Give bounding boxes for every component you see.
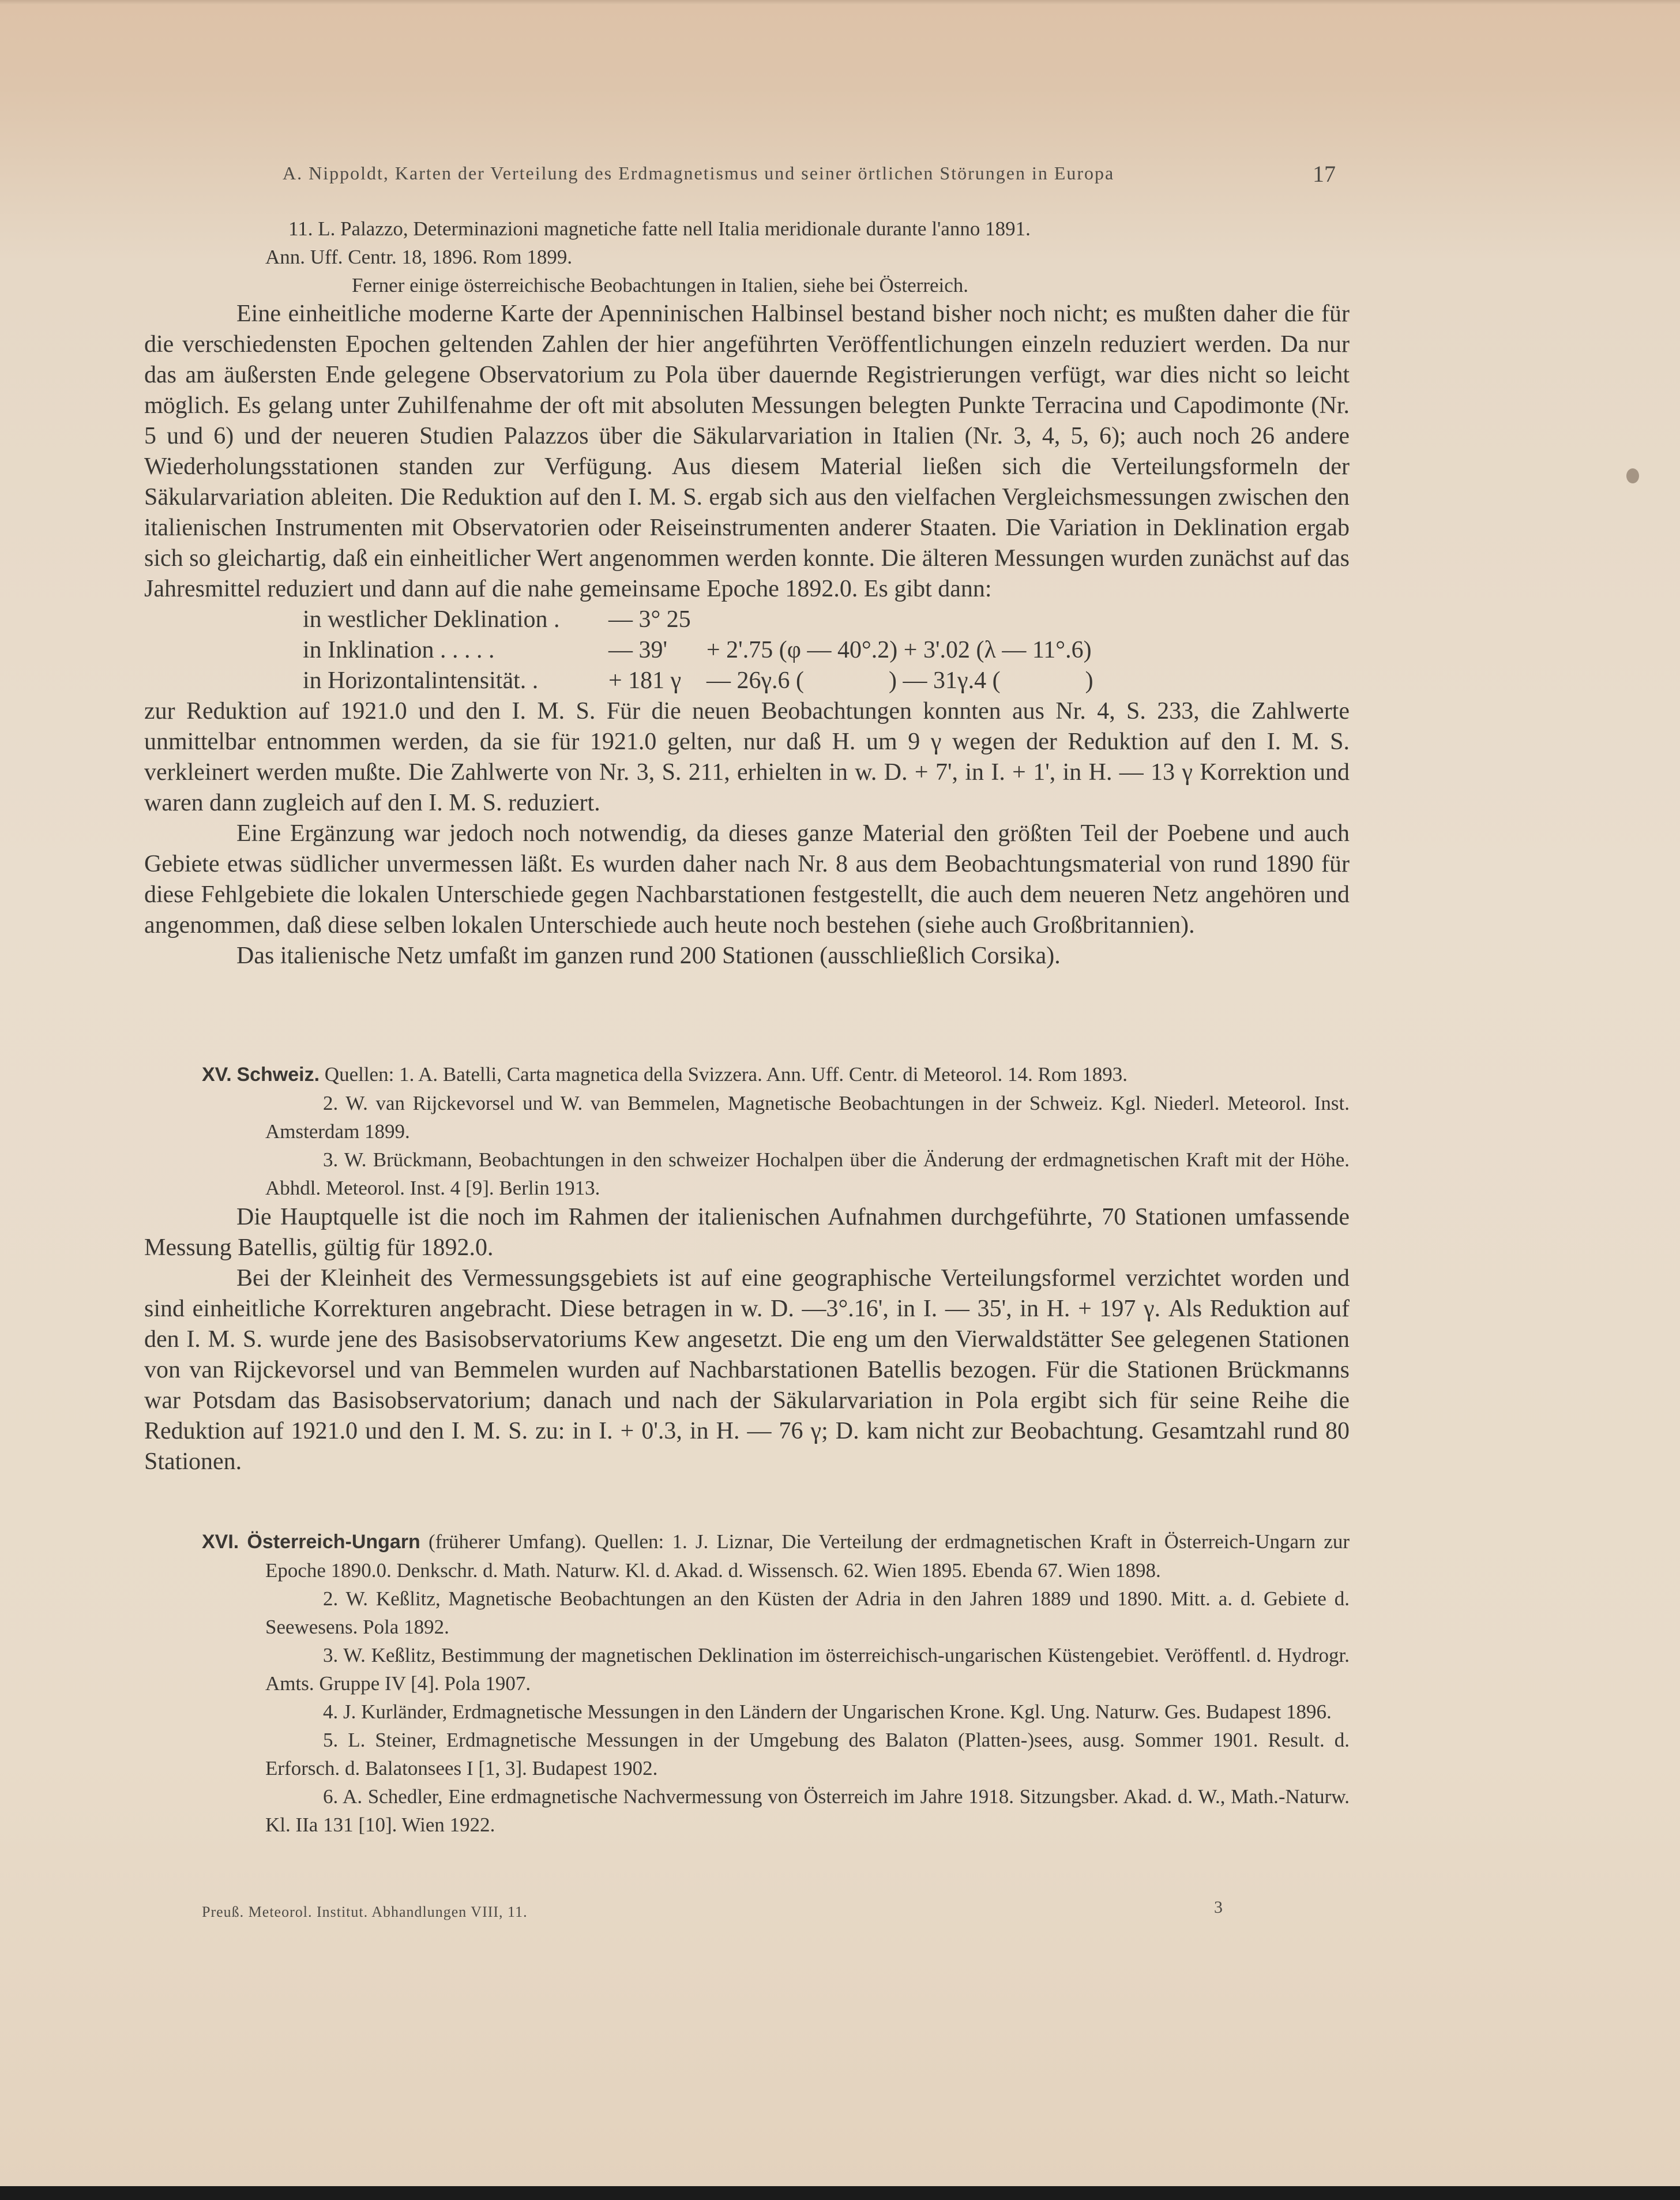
section-number: XVI. xyxy=(202,1531,239,1553)
formula-block xyxy=(144,605,1350,696)
formula-row-horizontal xyxy=(303,666,1350,696)
formula-label: in Horizontalintensität. . xyxy=(303,667,539,694)
formula-value: — 39' xyxy=(608,637,668,663)
formula-terms: — 26γ.6 ( ) — 31γ.4 ( ) xyxy=(706,667,1093,694)
reference-italy-11-line2: Ann. Uff. Centr. 18, 1896. Rom 1899. xyxy=(265,246,573,268)
scan-bottom-edge xyxy=(0,2186,1680,2200)
reference-xv-2: 2. W. van Rijckevorsel und W. van Bemmelen, Magnetische Beobachtungen in der Schweiz. Kgl. Niederl. Meteorol. Inst. Amsterdam 1899. xyxy=(265,1092,1350,1143)
reference-italy-11-line1: 11. L. Palazzo, Determinazioni magnetiche fatte nell Italia meridionale durante l'anno 1891. xyxy=(288,217,1031,240)
top-fold xyxy=(0,0,1680,5)
section-switzerland xyxy=(144,1060,1350,1477)
reference-text: (früherer Umfang). Quellen: 1. J. Liznar, Die Verteilung der erdmagnetischen Kraft in Österreich-Ungarn zur Epoche 1890.0. Denkschr. d. Math. Naturw. Kl. d. Akad. d. Wissensch. 62. Wien 1895. Ebenda 67. Wien 1898. xyxy=(265,1530,1350,1582)
formula-label: in Inklination . . . . . xyxy=(303,637,495,663)
italy-text xyxy=(144,299,1350,971)
paragraph-italy-4: Das italienische Netz umfaßt im ganzen rund 200 Stationen (ausschließlich Corsika). xyxy=(236,943,1061,969)
paragraph-italy-1: Eine einheitliche moderne Karte der Apenninischen Halbinsel bestand bisher noch nicht; es mußten daher die für die verschiedensten Epochen geltenden Zahlen der hier angeführten Veröffentlichungen einzeln reduziert werden. Da nur das am äußersten Ende gelegene Observatorium zu Pola über dauernde Registrierungen verfügt, war dies nicht so leicht möglich. Es gelang unter Zuhilfenahme der oft mit absoluten Messungen belegten Punkte Terracina und Capodimonte (Nr. 5 und 6) und der neueren Studien Palazzos über die Säkularvariation in Italien (Nr. 3, 4, 5, 6); auch noch 26 andere Wiederholungsstationen standen zur Verfügung. Aus diesem Material ließen sich die Verteilungsformeln der Säkularvariation ableiten. Die Reduktion auf den I. M. S. ergab sich aus den vielfachen Vergleichsmessungen zwischen den italienischen Instrumenten mit Observatorien oder Reiseinstrumenten anderer Staaten. Die Variation in Deklination ergab sich so gleichartig, daß ein einheitlicher Wert angenommen werden konnte. Die älteren Messungen wurden zunächst auf das Jahresmittel reduziert und dann auf die nahe gemeinsame Epoche 1892.0. Es gibt dann: xyxy=(144,301,1350,602)
note-austria: Ferner einige österreichische Beobachtungen in Italien, siehe bei Österreich. xyxy=(352,274,969,296)
italy-references xyxy=(144,215,1350,299)
formula-value: — 3° 25 xyxy=(608,606,691,633)
footer-signature-number: 3 xyxy=(1214,1898,1223,1917)
section-austria-hungary xyxy=(144,1527,1350,1839)
formula-row-inclination xyxy=(303,635,1350,666)
formula-terms: + 2'.75 (φ — 40°.2) + 3'.02 (λ — 11°.6) xyxy=(706,637,1092,663)
footer-publication: Preuß. Meteorol. Institut. Abhandlungen VIII, 11. xyxy=(202,1904,528,1920)
formula-value: + 181 γ xyxy=(608,667,682,694)
paragraph-italy-2: zur Reduktion auf 1921.0 und den I. M. S. Für die neuen Beobachtungen konnten aus Nr. 4, S. 233, die Zahlwerte unmittelbar entnommen werden, da sie für 1921.0 gelten, nur daß H. um 9 γ wegen der Reduktion auf den I. M. S. verkleinert werden mußte. Die Zahlwerte von Nr. 3, S. 211, erhielten in w. D. + 7', in I. + 1', in H. — 13 γ Korrektion und waren dann zugleich auf den I. M. S. reduziert. xyxy=(144,698,1350,816)
reference-xvi-4: 4. J. Kurländer, Erdmagnetische Messungen in den Ländern der Ungarischen Krone. Kgl. Ung. Naturw. Ges. Budapest 1896. xyxy=(323,1700,1332,1723)
reference-xvi-6: 6. A. Schedler, Eine erdmagnetische Nachvermessung von Österreich im Jahre 1918. Sitzungsber. Akad. d. W., Math.-Naturw. Kl. IIa 131 [10]. Wien 1922. xyxy=(265,1785,1350,1836)
section-title: Schweiz. xyxy=(236,1064,320,1086)
reference-xv-1 xyxy=(144,1060,1350,1089)
page-number: 17 xyxy=(1313,161,1336,187)
section-title: Österreich-Ungarn xyxy=(247,1531,420,1553)
reference-xvi-2: 2. W. Keßlitz, Magnetische Beobachtungen an den Küsten der Adria in den Jahren 1889 und 1890. Mitt. a. d. Gebiete d. Seewesens. Pola 1892. xyxy=(265,1587,1350,1638)
paragraph-italy-3: Eine Ergänzung war jedoch noch notwendig, da dieses ganze Material den größten Teil der Poebene und auch Gebiete etwas südlicher unvermessen läßt. Es wurden daher nach Nr. 8 aus dem Beobachtungsmaterial von rund 1890 für diese Fehlgebiete die lokalen Unterschiede gegen Nachbarstationen festgestellt, die auch dem neueren Netz angehören und angenommen, daß diese selben lokalen Unterschiede auch heute noch bestehen (siehe auch Großbritannien). xyxy=(144,820,1350,938)
stain-spot xyxy=(1626,468,1639,483)
reference-xv-3: 3. W. Brückmann, Beobachtungen in den schweizer Hochalpen über die Änderung der erdmagnetischen Kraft mit der Höhe. Abhdl. Meteorol. Inst. 4 [9]. Berlin 1913. xyxy=(265,1148,1350,1199)
reference-xvi-1 xyxy=(144,1527,1350,1585)
paragraph-switzerland-1: Die Hauptquelle ist die noch im Rahmen der italienischen Aufnahmen durchgeführte, 70 Stationen umfassende Messung Batellis, gültig für 1892.0. xyxy=(144,1204,1350,1261)
reference-xvi-3: 3. W. Keßlitz, Bestimmung der magnetischen Deklination im österreichisch-ungarischen Küstengebiet. Veröffentl. d. Hydrogr. Amts. Gruppe IV [4]. Pola 1907. xyxy=(265,1644,1350,1695)
reference-xvi-5: 5. L. Steiner, Erdmagnetische Messungen in der Umgebung des Balaton (Platten-)sees, ausg. Sommer 1901. Result. d. Erforsch. d. Balatonsees I [1, 3]. Budapest 1902. xyxy=(265,1729,1350,1779)
formula-label: in westlicher Deklination . xyxy=(303,606,560,633)
running-header: A. Nippoldt, Karten der Verteilung des Erdmagnetismus und seiner örtlichen Störungen in Europa xyxy=(283,163,1115,183)
section-number: XV. xyxy=(202,1064,232,1086)
formula-row-declination xyxy=(303,605,1350,635)
paragraph-switzerland-2: Bei der Kleinheit des Vermessungsgebiets ist auf eine geographische Verteilungsformel verzichtet worden und sind einheitliche Korrekturen angebracht. Diese betragen in w. D. —3°.16', in I. — 35', in H. + 197 γ. Als Reduktion auf den I. M. S. wurde jene des Basisobservatoriums Kew angesetzt. Die eng um den Vierwaldstätter See gelegenen Stationen von van Rijckevorsel und van Bemmelen wurden auf Nachbarstationen Batellis bezogen. Für die Stationen Brückmanns war Potsdam das Basisobservatorium; danach und nach der Säkularvariation in Pola ergibt sich für seine Reihe die Reduktion auf 1921.0 und den I. M. S. zu: in I. + 0'.3, in H. — 76 γ; D. kam nicht zur Beobachtung. Gesamtzahl rund 80 Stationen. xyxy=(144,1265,1350,1475)
reference-text: Quellen: 1. A. Batelli, Carta magnetica della Svizzera. Ann. Uff. Centr. di Meteorol. 14. Rom 1893. xyxy=(324,1063,1128,1086)
